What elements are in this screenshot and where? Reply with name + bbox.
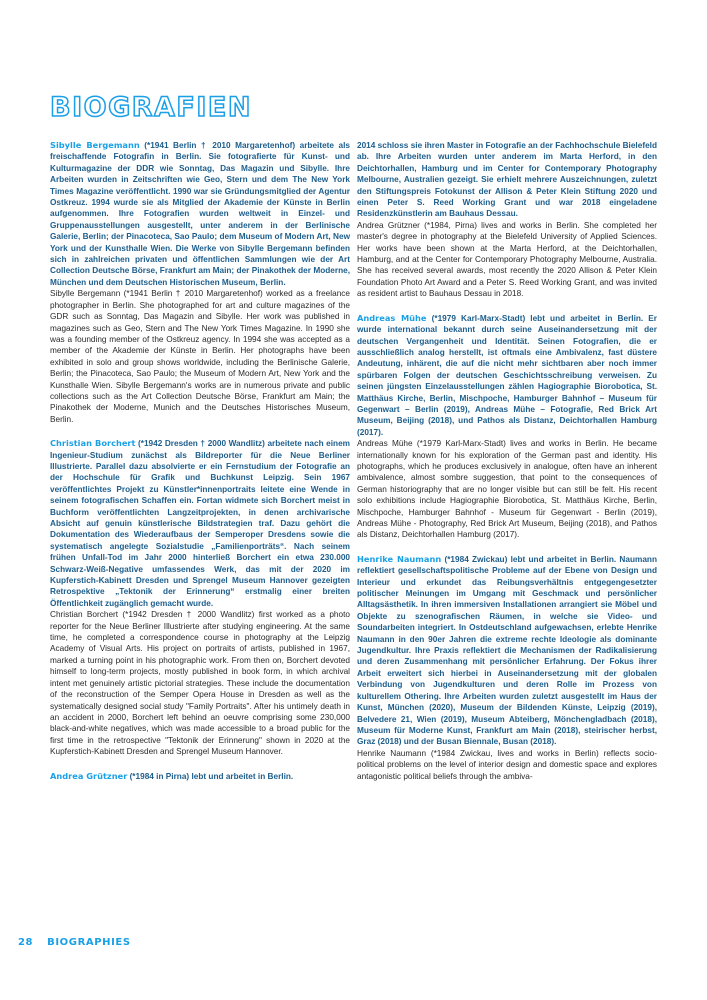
artist-name: Andrea Grützner: [50, 770, 128, 781]
page-footer: [18, 937, 131, 948]
artist-name: Henrike Naumann: [357, 553, 442, 564]
footer-section-label: BIOGRAPHIES: [47, 937, 131, 948]
artist-name: Christian Borchert: [50, 438, 136, 449]
bio-borchert: [50, 438, 350, 757]
bio-text-de: Henrike Naumann (*1984 Zwickau) lebt und arbeitet in Berlin. Naumann reflektiert gesellschaftspolitische Probleme auf der Ebene von Design und Interieur und erkundet das Reibungsverhältnis entgegengesetzter politischer Meinungen im Umgang mit Geschmack und persönlicher Alltagsästhetik. In ihren immersiven Installationen arrangiert sie Möbel und Objekte zu szenografischen Räumen, in welche sie Video- und Soundarbeiten integriert. In Ostdeutschland aufgewachsen, erlebte Henrike Naumann in den 90er Jahren die extreme rechte Ideologie als dominante Jugendkultur. Ihre Praxis reflektiert die Mechanismen der Radikalisierung und deren Zusammenhang mit persönlicher Erfahrung. Der Fokus ihrer Arbeit erweitert sich hierbei in Auseinandersetzung mit der globalen Verbindung von Jugendkulturen und deren Rolle im Prozess von kulturellem Othering. Ihre Arbeiten wurden zuletzt ausgestellt im Haus der Kunst, München (2020), Museum der Bildenden Künste, Leipzig (2019), Belvedere 21, Wien (2019), Museum Abteiberg, Mönchengladbach (2018), Museum für Moderne Kunst, Frankfurt am Main (2018), steirischer herbst, Graz (2018) und der Busan Biennale, Busan (2018).: [357, 553, 657, 747]
artist-name: Andreas Mühe: [357, 312, 427, 323]
right-column: [357, 140, 657, 795]
bio-text-de: Andrea Grützner (*1984 in Pirna) lebt und arbeitet in Berlin.: [50, 770, 294, 781]
bio-gruetzner-continued: [357, 140, 657, 300]
bio-text-en: Sibylle Bergemann (*1941 Berlin † 2010 Margaretenhof) worked as a freelance photographer in Berlin. She photographed for art and culture magazines of the GDR such as Sonntag, Das Magazin and Sibylle. Her work was published in magazines such as Geo, Stern and The New York Times Magazine. In 1990 she was a founding member of the Ostkreuz agency. In 1994 she was accepted as a member of the Akademie der Künste in Berlin. Her photographs have been exhibited in solo and group shows worldwide, including the Berlinische Galerie, Berlin; the Pinacoteca, Sao Paulo; the Museum of Modern Art, New York and the Kunsthalle Wien. Sibylle Bergemann's works are in numerous private and public collections such as the Art Collection Deutsche Börse, Frankfurt am Main; the Pinakothek der Moderne, Munich and the Deutsches Historisches Museum, Berlin.: [50, 289, 350, 424]
bio-naumann: [357, 554, 657, 782]
bio-gruetzner-start: [50, 771, 350, 782]
page-number: 28: [18, 937, 34, 948]
bio-text-de: Christian Borchert (*1942 Dresden † 2000 Wandlitz) arbeitete nach einem Ingenieur-Studium zunächst als Bildreporter für die Neue Berliner Illustrierte. Parallel dazu absolvierte er ein Fernstudium der Fotografie an der Hochschule für Grafik und Buchkunst Leipzig. Sein 1967 veröffentlichtes Projekt zu Künstler*innenportraits leitete eine Wende in seinem fotografischen Schaffen ein. Fortan widmete sich Borchert meist in Buchform veröffentlichten Langzeitprojekten, in denen archivarische Absicht auf genuin künstlerische Bildstrategien traf. Dazu gehört die Dokumentation des Wiederaufbaus der Semperoper Dresdens sowie die systematisch angelegte Sozialstudie „Familienporträts“. Nach seinem frühen Unfall-Tod im Jahr 2000 hinterließ Borchert ein etwa 230.000 Schwarz-Weiß-Negative umfassendes Werk, das mit der 2020 im Kupferstich-Kabinett Dresden und Sprengel Museum Hannover gezeigten Retrospektive „Tektonik der Erinnerung“ erstmalig einer breiten Öffentlichkeit zugänglich gemacht wurde.: [50, 438, 350, 608]
page-title: BIOGRAFIEN: [50, 92, 252, 123]
bio-text-en: Andreas Mühe (*1979 Karl-Marx-Stadt) lives and works in Berlin. He became internationally known for his exploration of the German past and identity. His photographs, which he produces exclusively in analogue, often have an inherent ambivalence, almost sombre suggestion, that point to the consequences of German historiography that are no longer visible but can still be felt. His recent solo exhibitions include Hagiographie Biorobotica, St. Matthäus Kirche, Berlin, Mischpoche, Hamburger Bahnhof - Museum für Gegenwart - Berlin (2019), Andreas Mühe - Photography, Red Brick Art Museum, Beijing (2018), and Pathos als Distanz, Deichtorhallen Hamburg (2017).: [357, 439, 657, 540]
bio-text-en: Christian Borchert (*1942 Dresden † 2000 Wandlitz) first worked as a photo reporter for the Neue Berliner Illustrierte after studying engineering. At the same time, he completed a correspondence course in photography at the Leipzig Academy of Visual Arts. His project on portraits of artists, published in 1967, marked a turning point in his photographic work. From then on, Borchert devoted himself to long-term projects, mostly published in book form, in which archival intent met genuinely artistic pictorial strategies. These include the documentation of the reconstruction of the Semper Opera House in Dresden as well as the systematically designed social study "Family Portraits". After his untimely death in an accident in 2000, Borchert left behind an oeuvre comprising some 230,000 black-and-white negatives, which was made accessible to a broad public for the first time in the retrospective "Tektonik der Erinnerung" shown in 2020 at the Kupferstich-Kabinett Dresden and Sprengel Museum Hannover.: [50, 610, 350, 757]
bio-text-en: Andrea Grützner (*1984, Pirna) lives and works in Berlin. She completed her master's degree in photography at the Bielefeld University of Applied Sciences. Her works have been shown at the Marta Herford, at the Deichtorhallen, Hamburg, and at the Center for Contemporary Photography Melbourne, Australia. She has received several awards, most recently the 2020 Allison & Peter Klein Foundation Photo Art Award and a Peter S. Reed Working Grant, and was invited as resident artist to Bauhaus Dessau in 2018.: [357, 220, 657, 299]
bio-text-de: Andreas Mühe (*1979 Karl-Marx-Stadt) lebt und arbeitet in Berlin. Er wurde international bekannt durch seine Auseinandersetzung mit der deutschen Vergangenheit und Identität. Seinen Fotografien, die er ausschließlich analog herstellt, ist oftmals eine Ambivalenz, fast düstere Andeutung, inhärent, die auf die nicht mehr sichtbaren aber noch immer spürbaren Folgen der deutschen Geschichtsschreibung verweisen. Zu seinen jüngsten Einzelausstellungen zählen Hagiographie Biorobotica, St. Matthäus Kirche, Berlin, Mischpoche, Hamburger Bahnhof – Museum für Gegenwart – Berlin (2019), Andreas Mühe – Fotografie, Red Brick Art Museum, Beijing (2018), und Pathos als Distanz, Deichtorhallen Hamburg (2017).: [357, 312, 658, 437]
left-column: [50, 140, 350, 795]
artist-name: Sibylle Bergemann: [50, 140, 140, 150]
bio-muehe: [357, 313, 657, 541]
bio-text-de: Sibylle Bergemann (*1941 Berlin † 2010 Margaretenhof) arbeitete als freischaffende Fotografin in Berlin. Sie fotografierte für Kunst- und Kulturmagazine der DDR wie Sonntag, Das Magazin und Sibylle. Ihre Arbeiten wurden in Zeitschriften wie Geo, Stern und dem The New York Times Magazine veröffentlicht. 1990 war sie Gründungsmitglied der Agentur Ostkreuz. 1994 wurde sie als Mitglied der Akademie der Künste in Berlin aufgenommen. Ihre Fotografien wurden weltweit in Einzel- und Gruppenausstellungen ausgestellt, unter anderem in der Berlinische Galerie, Berlin; der Pinacoteca, Sao Paulo; dem Museum of Modern Art, New York und der Kunsthalle Wien. Die Werke von Sibylle Bergemann befinden sich in zahlreichen privaten und öffentlichen Sammlungen wie der Art Collection Deutsche Börse, Frankfurt am Main; der Pinakothek der Moderne, München und dem Deutschen Historischen Museum, Berlin.: [50, 140, 350, 287]
bio-bergemann: [50, 140, 350, 425]
bio-text-de: 2014 schloss sie ihren Master in Fotografie an der Fachhochschule Bielefeld ab. Ihre Arbeiten wurden unter anderem im Marta Herford, in den Deichtorhallen, Hamburg und im Center for Contemporary Photography Melbourne, Australien gezeigt. Sie erhielt mehrere Auszeichnungen, zuletzt den Stiftungspreis Fotokunst der Allison & Peter Klein Stiftung 2020 und einen Peter S. Reed Working Grant und war 2018 eingeladene Residenzkünstlerin am Bauhaus Dessau.: [357, 141, 657, 219]
bio-text-en: Henrike Naumann (*1984 Zwickau, lives and works in Berlin) reflects socio-political problems on the level of interior design and domestic space and explores antagonistic political beliefs through the ambiva-: [357, 748, 657, 781]
